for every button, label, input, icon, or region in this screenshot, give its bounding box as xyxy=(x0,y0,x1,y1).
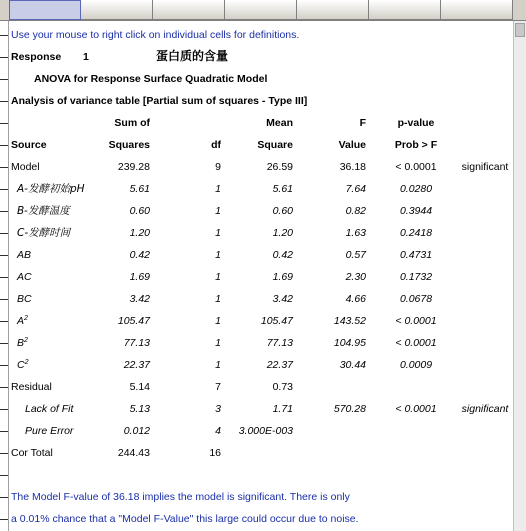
row-f-value[interactable]: 7.64 xyxy=(345,183,366,195)
row-mean-square[interactable]: 0.42 xyxy=(272,249,293,261)
response-name: 蛋白质的含量 xyxy=(156,49,229,63)
row-df[interactable]: 4 xyxy=(215,425,221,437)
header-df: df xyxy=(211,139,221,151)
row-f-value[interactable]: 1.63 xyxy=(345,227,366,239)
superscript: 2 xyxy=(24,315,28,322)
column-header[interactable] xyxy=(153,0,225,20)
row-df[interactable]: 9 xyxy=(215,161,221,173)
row-p-value[interactable]: 0.0280 xyxy=(399,183,433,195)
scrollbar-thumb[interactable] xyxy=(515,23,525,37)
row-p-value[interactable]: 0.4731 xyxy=(399,249,433,261)
column-header-bar xyxy=(0,0,526,21)
column-header[interactable] xyxy=(297,0,369,20)
table-title: Analysis of variance table [Partial sum of squares - Type III] xyxy=(11,95,308,107)
column-header[interactable] xyxy=(81,0,153,20)
row-p-value[interactable]: < 0.0001 xyxy=(395,403,437,415)
row-f-value[interactable]: 36.18 xyxy=(339,161,366,173)
header-square: Square xyxy=(257,139,293,151)
row-source[interactable]: B-发酵温度 xyxy=(17,205,70,217)
row-separator xyxy=(0,519,8,520)
row-source[interactable]: BC xyxy=(17,293,32,305)
vertical-scrollbar[interactable] xyxy=(513,21,526,531)
row-significance[interactable]: significant xyxy=(461,161,509,173)
row-separator xyxy=(0,431,8,432)
row-df[interactable]: 1 xyxy=(215,293,221,305)
column-header[interactable] xyxy=(369,0,441,20)
row-p-value[interactable]: 0.3944 xyxy=(399,205,433,217)
row-mean-square[interactable]: 5.61 xyxy=(272,183,293,195)
row-separator xyxy=(0,233,8,234)
header-mean: Mean xyxy=(266,117,293,129)
row-df[interactable]: 1 xyxy=(215,183,221,195)
header-prob: Prob > F xyxy=(394,139,438,151)
row-gutter xyxy=(0,21,9,531)
row-df[interactable]: 3 xyxy=(215,403,221,415)
row-source[interactable]: $B^2$ xyxy=(17,337,28,349)
row-sum-of-squares[interactable]: 239.28 xyxy=(117,161,150,173)
row-separator xyxy=(0,79,8,80)
row-separator xyxy=(0,299,8,300)
row-df[interactable]: 1 xyxy=(215,249,221,261)
row-separator xyxy=(0,57,8,58)
row-source[interactable]: Lack of Fit xyxy=(25,403,74,415)
row-source[interactable]: $C^2$ xyxy=(17,359,29,371)
row-source[interactable]: $A^2$ xyxy=(17,315,28,327)
row-mean-square[interactable]: 0.73 xyxy=(272,381,293,393)
footer-line-1: The Model F-value of 36.18 implies the model is significant. There is only xyxy=(11,491,350,503)
row-f-value[interactable]: 0.82 xyxy=(345,205,366,217)
row-mean-square[interactable]: 26.59 xyxy=(266,161,293,173)
row-sum-of-squares[interactable]: 105.47 xyxy=(117,315,150,327)
row-sum-of-squares[interactable]: 244.43 xyxy=(117,447,150,459)
row-f-value[interactable]: 143.52 xyxy=(333,315,366,327)
row-mean-square[interactable]: 77.13 xyxy=(266,337,293,349)
row-df[interactable]: 16 xyxy=(209,447,221,459)
row-separator xyxy=(0,475,8,476)
row-f-value[interactable]: 0.57 xyxy=(345,249,366,261)
row-separator xyxy=(0,365,8,366)
row-sum-of-squares[interactable]: 0.012 xyxy=(123,425,150,437)
row-separator xyxy=(0,387,8,388)
row-sum-of-squares[interactable]: 77.13 xyxy=(123,337,150,349)
row-sum-of-squares[interactable]: 0.60 xyxy=(129,205,150,217)
footer-line-2: a 0.01% chance that a "Model F-Value" this large could occur due to noise. xyxy=(11,513,359,525)
hint-text: Use your mouse to right click on individual cells for definitions. xyxy=(11,29,300,41)
row-f-value[interactable]: 4.66 xyxy=(345,293,366,305)
row-mean-square[interactable]: 105.47 xyxy=(260,315,293,327)
row-mean-square[interactable]: 1.71 xyxy=(272,403,293,415)
row-df[interactable]: 1 xyxy=(215,359,221,371)
header-f: F xyxy=(359,117,366,129)
row-p-value[interactable]: < 0.0001 xyxy=(395,315,437,327)
row-sum-of-squares[interactable]: 1.69 xyxy=(129,271,150,283)
header-value: Value xyxy=(338,139,366,151)
row-f-value[interactable]: 104.95 xyxy=(333,337,366,349)
row-df[interactable]: 1 xyxy=(215,315,221,327)
row-sum-of-squares[interactable]: 1.20 xyxy=(129,227,150,239)
row-separator xyxy=(0,343,8,344)
column-header[interactable] xyxy=(225,0,297,20)
row-sum-of-squares[interactable]: 0.42 xyxy=(129,249,150,261)
row-separator xyxy=(0,409,8,410)
superscript: 2 xyxy=(24,359,29,366)
row-separator xyxy=(0,145,8,146)
row-separator xyxy=(0,211,8,212)
model-title: ANOVA for Response Surface Quadratic Model xyxy=(34,73,268,85)
row-p-value[interactable]: < 0.0001 xyxy=(395,161,437,173)
row-sum-of-squares[interactable]: 5.13 xyxy=(129,403,150,415)
row-separator xyxy=(0,123,8,124)
column-header[interactable] xyxy=(441,0,513,20)
row-sum-of-squares[interactable]: 3.42 xyxy=(129,293,150,305)
row-separator xyxy=(0,35,8,36)
row-separator xyxy=(0,101,8,102)
row-sum-of-squares[interactable]: 22.37 xyxy=(123,359,150,371)
row-source[interactable]: Pure Error xyxy=(25,425,74,437)
row-mean-square[interactable]: 1.20 xyxy=(272,227,293,239)
superscript: 2 xyxy=(24,337,28,344)
row-p-value[interactable]: 0.2418 xyxy=(399,227,433,239)
header-sum-of: Sum of xyxy=(114,117,150,129)
header-pvalue: p-value xyxy=(397,117,435,129)
row-df[interactable]: 1 xyxy=(215,271,221,283)
row-mean-square[interactable]: 3.42 xyxy=(272,293,293,305)
row-mean-square[interactable]: 0.60 xyxy=(272,205,293,217)
row-mean-square[interactable]: 3.000E-003 xyxy=(238,425,293,437)
row-significance[interactable]: significant xyxy=(461,403,509,415)
row-mean-square[interactable]: 1.69 xyxy=(272,271,293,283)
row-sum-of-squares[interactable]: 5.14 xyxy=(129,381,150,393)
row-f-value[interactable]: 2.30 xyxy=(345,271,366,283)
response-number: 1 xyxy=(83,51,89,63)
row-separator xyxy=(0,277,8,278)
row-p-value[interactable]: < 0.0001 xyxy=(395,337,437,349)
row-separator xyxy=(0,321,8,322)
row-f-value[interactable]: 30.44 xyxy=(339,359,366,371)
row-p-value[interactable]: 0.1732 xyxy=(399,271,433,283)
row-separator xyxy=(0,167,8,168)
row-df[interactable]: 1 xyxy=(215,337,221,349)
row-source[interactable]: AB xyxy=(17,249,32,261)
row-mean-square[interactable]: 22.37 xyxy=(266,359,293,371)
response-label: Response xyxy=(11,51,62,63)
row-p-value[interactable]: 0.0678 xyxy=(399,293,433,305)
header-source: Source xyxy=(11,139,47,151)
row-f-value[interactable]: 570.28 xyxy=(333,403,366,415)
column-header-selected[interactable] xyxy=(9,0,81,20)
row-source[interactable]: AC xyxy=(17,271,32,283)
row-separator xyxy=(0,453,8,454)
row-separator xyxy=(0,189,8,190)
row-source[interactable]: Residual xyxy=(11,381,52,393)
header-squares: Squares xyxy=(108,139,150,151)
row-p-value[interactable]: 0.0009 xyxy=(399,359,433,371)
row-df[interactable]: 1 xyxy=(215,227,221,239)
row-separator xyxy=(0,497,8,498)
row-sum-of-squares[interactable]: 5.61 xyxy=(129,183,150,195)
row-df[interactable]: 1 xyxy=(215,205,221,217)
row-df[interactable]: 7 xyxy=(215,381,221,393)
row-source[interactable]: A-发酵初始pH xyxy=(17,183,85,195)
row-source[interactable]: Cor Total xyxy=(11,447,53,459)
row-source[interactable]: Model xyxy=(11,161,40,173)
row-source[interactable]: C-发酵时间 xyxy=(17,227,71,239)
row-separator xyxy=(0,255,8,256)
